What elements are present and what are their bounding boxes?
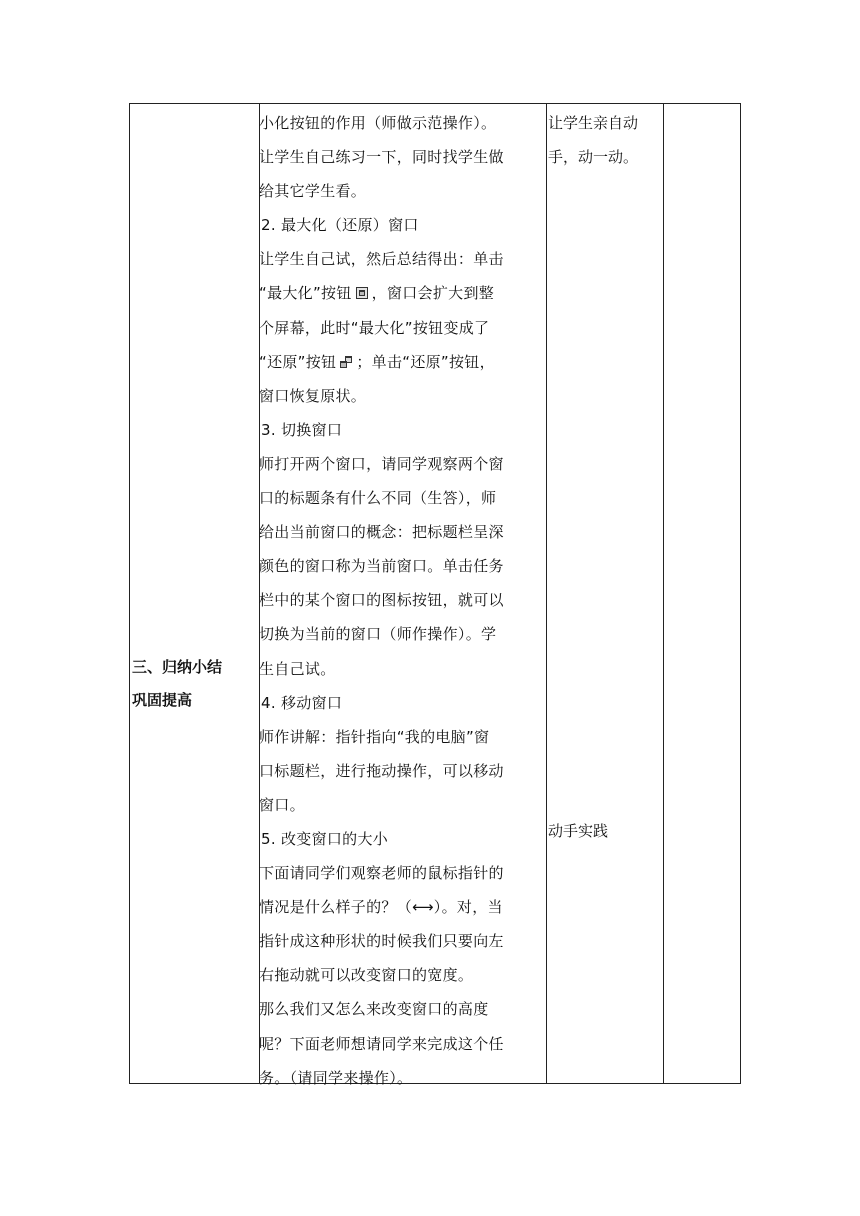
student-activity-cell (548, 106, 666, 174)
content-line: 给其它学生看。 (259, 182, 367, 201)
content-line: 窗口恢复原状。 (259, 386, 367, 405)
content-line: 让学生自己试，然后总结得出：单击 (259, 250, 504, 269)
content-fragment: “最大化”按钮 (259, 284, 352, 303)
content-line: 栏中的某个窗口的图标按钮，就可以 (259, 591, 504, 610)
content-line: 师作讲解：指针指向“我的电脑”窗 (259, 727, 490, 746)
content-fragment: “还原”按钮 (259, 352, 337, 371)
content-line: 个屏幕，此时“最大化”按钮变成了 (259, 318, 490, 337)
section-heading-switch: 3. 切换窗口 (261, 420, 343, 439)
section-heading-move: 4. 移动窗口 (261, 693, 343, 712)
content-fragment: ，窗口会扩大到整 (371, 284, 495, 303)
content-line: 那么我们又怎么来改变窗口的高度 (259, 1000, 489, 1019)
content-line: 呢？下面老师想请同学来完成这个任 (259, 1034, 504, 1053)
teaching-content-cell (259, 104, 549, 1095)
content-line: 下面请同学们观察老师的鼠标指针的 (259, 864, 504, 883)
restore-button-icon (340, 356, 352, 368)
stage-label (132, 651, 258, 717)
content-line: 颜色的窗口称为当前窗口。单击任务 (259, 557, 504, 576)
content-line: 情况是什么样子的？（⟷）。对，当 (259, 898, 503, 917)
lesson-plan-table (129, 103, 741, 1087)
maximize-button-icon (356, 287, 368, 299)
content-line: 师打开两个窗口，请同学观察两个窗 (259, 454, 504, 473)
student-activity-line: 让学生亲自动 (548, 114, 639, 132)
content-line-with-icon (259, 345, 549, 379)
content-line: 窗口。 (259, 795, 305, 814)
content-fragment: ；单击“还原”按钮， (356, 352, 495, 371)
content-line-with-icon (259, 276, 549, 310)
content-line: 口标题栏，进行拖动操作，可以移动 (259, 761, 504, 780)
content-line: 口的标题条有什么不同（生答），师 (259, 489, 497, 508)
practice-label: 动手实践 (548, 822, 609, 840)
content-line: 让学生自己练习一下，同时找学生做 (259, 148, 504, 167)
content-line: 小化按钮的作用（师做示范操作）。 (259, 114, 497, 132)
stage-label-line-1: 三、归纳小结 (132, 658, 223, 676)
section-heading-resize: 5. 改变窗口的大小 (261, 829, 389, 848)
content-line: 生自己试。 (259, 659, 336, 678)
content-line: 切换为当前的窗口（师作操作）。学 (259, 625, 497, 644)
content-line: 指针成这种形状的时候我们只要向左 (259, 932, 504, 951)
content-line: 给出当前窗口的概念：把标题栏呈深 (259, 523, 504, 542)
section-heading-maximize: 2. 最大化（还原）窗口 (261, 216, 419, 235)
student-activity-line: 手，动一动。 (548, 148, 639, 166)
stage-label-line-2: 巩固提高 (132, 691, 193, 709)
content-line: 务。（请同学来操作）。 (259, 1068, 413, 1087)
column-divider-3 (663, 104, 664, 1083)
content-line: 右拖动就可以改变窗口的宽度。 (259, 966, 474, 985)
